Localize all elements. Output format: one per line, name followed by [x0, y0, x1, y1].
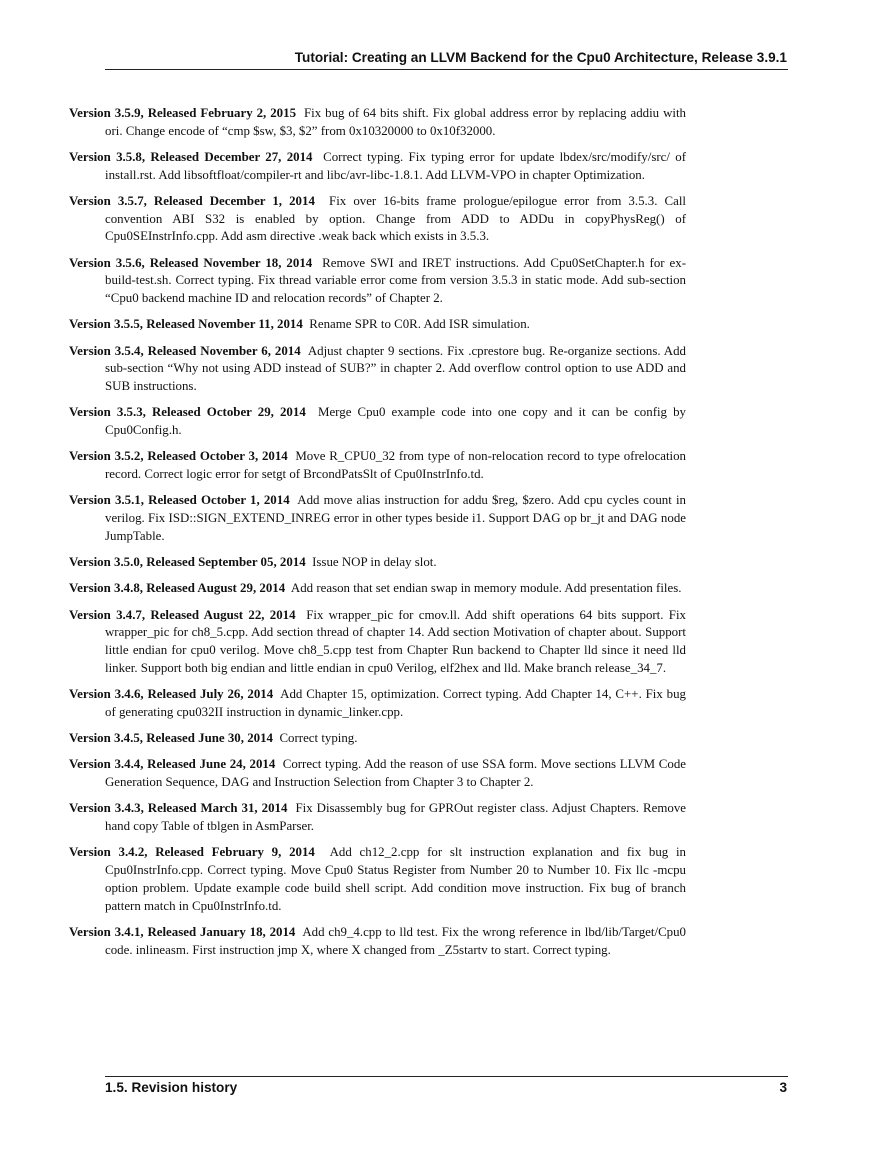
version-heading: Version 3.4.5, Released June 30, 2014 [69, 731, 273, 746]
version-description: Remove SWI and IRET instructions. Add Cpu0SetChapter.h for ex-build-test.sh. Correct typing. Fix thread variable error come from version 3.5.3 in static mode. Add sub-section “Cpu0 backend machine ID and relocation records” of Chapter 2. [105, 255, 686, 306]
version-heading: Version 3.4.8, Released August 29, 2014 [69, 581, 286, 596]
revision-entry [69, 730, 686, 748]
version-heading: Version 3.5.2, Released October 3, 2014 [69, 449, 288, 464]
revision-entry [69, 492, 686, 545]
revision-entry [69, 448, 686, 483]
version-heading: Version 3.4.7, Released August 22, 2014 [69, 607, 296, 622]
revision-entry [69, 800, 686, 835]
revision-entry [69, 193, 686, 246]
revision-entry [69, 756, 686, 791]
revision-entry [69, 255, 686, 308]
version-description: Add ch12_2.cpp for slt instruction explanation and fix bug in Cpu0InstrInfo.cpp. Correct typing. Move Cpu0 Status Register from Number 20 to Number 10. Fix llc -mcpu option problem. Update example code build shell script. Add condition move instruction. Fix bug of branch pattern match in Cpu0InstrInfo.td. [105, 845, 686, 913]
version-description: Fix Disassembly bug for GPROut register class. Adjust Chapters. Remove hand copy Table of tblgen in AsmParser. [105, 801, 686, 834]
version-description: Fix wrapper_pic for cmov.ll. Add shift operations 64 bits support. Fix wrapper_pic for ch8_5.cpp. Add section thread of chapter 14. Add section Motivation of chapter about. Support little endian for cpu0 verilog. Move ch8_5.cpp test from Chapter Run backend to Chapter lld since it need lld linker. Support both big endian and little endian in cpu0 Verilog, elf2hex and lld. Make branch release_34_7. [105, 607, 686, 675]
version-heading: Version 3.5.3, Released October 29, 2014 [69, 405, 306, 420]
revision-entry [69, 343, 686, 396]
version-description: Adjust chapter 9 sections. Fix .cprestore bug. Re-organize sections. Add sub-section “Why not using ADD instead of SUB?” in chapter 2. Add overflow control option to use ADD and SUB instructions. [105, 343, 686, 394]
revision-entry [69, 607, 686, 678]
footer-section-title: 1.5. Revision history [105, 1080, 238, 1095]
revision-entry [69, 149, 686, 184]
header-rule [105, 69, 788, 70]
version-heading: Version 3.5.0, Released September 05, 2014 [69, 555, 306, 570]
revision-entry [69, 105, 686, 140]
version-description: Fix over 16-bits frame prologue/epilogue error from 3.5.3. Call convention ABI S32 is enabled by option. Change from ADD to ADDu in copyPhysReg() of Cpu0SEInstrInfo.cpp. Add asm directive .weak back which exists in 3.5.3. [105, 194, 686, 244]
version-description: Correct typing. Fix typing error for update lbdex/src/modify/src/ of install.rst. Add libsoftfloat/compiler-rt and libc/avr-libc-1.8.1. Add LLVM-VPO in chapter Optimization. [105, 150, 686, 182]
footer-rule [105, 1076, 788, 1077]
version-description: Correct typing. [279, 731, 358, 746]
version-heading: Version 3.4.6, Released July 26, 2014 [69, 687, 274, 702]
revision-entry [69, 686, 686, 721]
version-heading: Version 3.5.5, Released November 11, 2014 [69, 317, 303, 332]
version-heading: Version 3.5.9, Released February 2, 2015 [69, 106, 297, 120]
revision-entry [69, 554, 686, 572]
version-heading: Version 3.4.2, Released February 9, 2014 [69, 845, 315, 860]
version-description: Add move alias instruction for addu $reg, $zero. Add cpu cycles count in verilog. Fix ISD::SIGN_EXTEND_INREG error in other types beside i1. Support DAG op br_jt and DAG node JumpTable. [105, 493, 687, 543]
version-heading: Version 3.5.7, Released December 1, 2014 [69, 194, 315, 208]
page-number: 3 [779, 1080, 787, 1095]
version-heading: Version 3.5.6, Released November 18, 2014 [69, 255, 313, 270]
version-description: Fix bug of 64 bits shift. Fix global address error by replacing addiu with ori. Change encode of “cmp $sw, $3, $2” from 0x10320000 to 0x10f32000. [105, 106, 686, 138]
version-description: Merge Cpu0 example code into one copy and it can be config by Cpu0Config.h. [105, 405, 687, 438]
revision-entry [69, 844, 686, 915]
version-heading: Version 3.4.4, Released June 24, 2014 [69, 757, 276, 772]
version-description: Rename SPR to C0R. Add ISR simulation. [309, 317, 530, 332]
version-description: Correct typing. Add the reason of use SSA form. Move sections LLVM Code Generation Sequence, DAG and Instruction Selection from Chapter 3 to Chapter 2. [105, 757, 686, 790]
version-heading: Version 3.5.1, Released October 1, 2014 [69, 493, 290, 508]
version-description: Issue NOP in delay slot. [312, 555, 437, 570]
running-header-title: Tutorial: Creating an LLVM Backend for the Cpu0 Architecture, Release 3.9.1 [294, 50, 787, 65]
revision-entry [69, 316, 686, 334]
version-description: Add ch9_4.cpp to lld test. Fix the wrong reference in lbd/lib/Target/Cpu0 code. inlineasm. First instruction jmp X, where X changed from _Z5startv to start. Correct typing. [105, 924, 687, 957]
version-heading: Version 3.4.1, Released January 18, 2014 [69, 924, 296, 939]
version-heading: Version 3.4.3, Released March 31, 2014 [69, 801, 288, 816]
version-description: Add reason that set endian swap in memory module. Add presentation files. [290, 581, 682, 596]
revision-history-list [69, 105, 686, 968]
version-heading: Version 3.5.8, Released December 27, 2014 [69, 150, 313, 164]
version-description: Add Chapter 15, optimization. Correct typing. Add Chapter 14, C++. Fix bug of generating cpu032II instruction in dynamic_linker.cpp. [105, 687, 687, 719]
version-description: Move R_CPU0_32 from type of non-relocation record to type ofrelocation record. Correct logic error for setgt of BrcondPatsSlt of Cpu0InstrInfo.td. [105, 449, 686, 482]
revision-entry [69, 404, 686, 439]
version-heading: Version 3.5.4, Released November 6, 2014 [69, 343, 301, 358]
revision-entry [69, 580, 686, 598]
revision-entry [69, 924, 686, 959]
